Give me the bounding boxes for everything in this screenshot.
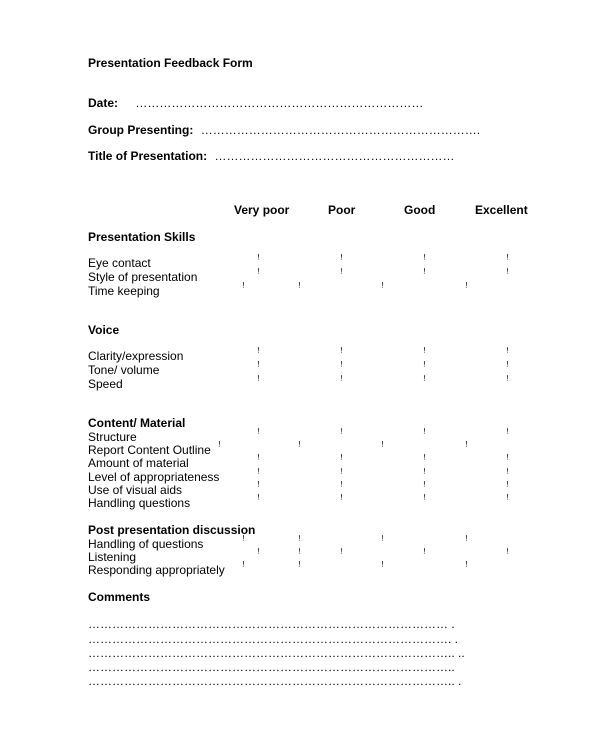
rating-mark: ꜝ — [506, 363, 509, 374]
rating-mark: ꜝ — [381, 537, 384, 548]
rating-mark: ꜝ — [257, 470, 260, 481]
group-presenting-blank: ……………………………………………………………. — [200, 123, 481, 137]
rating-mark: ꜝ — [298, 284, 301, 295]
date-blank: ……………………………………………………………… — [135, 96, 424, 110]
rating-mark: ꜝ — [340, 483, 343, 494]
rating-mark: ꜝ — [423, 483, 426, 494]
rating-mark: ꜝ — [340, 349, 343, 360]
rating-mark: ꜝ — [242, 537, 245, 548]
rating-mark: ꜝ — [506, 430, 509, 441]
rating-mark: ꜝ — [423, 363, 426, 374]
rating-mark: ꜝ — [340, 270, 343, 281]
rating-mark: ꜝ — [298, 443, 301, 454]
criterion-label: Report Content Outline — [88, 443, 211, 457]
rating-mark: ꜝ — [242, 284, 245, 295]
rating-mark: ꜝ — [506, 496, 509, 507]
rating-mark: ꜝ — [298, 563, 301, 574]
rating-header-very-poor: Very poor — [234, 203, 290, 217]
criterion-label: Listening — [88, 550, 137, 564]
rating-mark: ꜝ — [257, 256, 260, 267]
comment-line: ……………………………………………………………………………….. — [88, 660, 455, 674]
rating-mark: ꜝ — [340, 496, 343, 507]
rating-mark: ꜝ — [465, 537, 468, 548]
rating-mark: ꜝ — [381, 563, 384, 574]
rating-mark: ꜝ — [423, 377, 426, 388]
rating-mark: ꜝ — [423, 349, 426, 360]
section-title: Presentation Skills — [88, 230, 196, 244]
rating-mark: ꜝ — [506, 456, 509, 467]
rating-mark: ꜝ — [465, 443, 468, 454]
criterion-label: Style of presentation — [88, 270, 198, 284]
rating-mark: ꜝ — [423, 550, 426, 561]
rating-mark: ꜝ — [506, 270, 509, 281]
criterion-label: Responding appropriately — [88, 563, 225, 577]
comment-line: ……………………………………………………………………………….. .. — [88, 646, 465, 660]
title-of-presentation-blank: …………………………………………………… — [214, 149, 455, 163]
criterion-label: Clarity/expression — [88, 349, 184, 363]
rating-mark: ꜝ — [340, 363, 343, 374]
rating-mark: ꜝ — [506, 377, 509, 388]
rating-mark: ꜝ — [257, 270, 260, 281]
rating-mark: ꜝ — [340, 256, 343, 267]
rating-mark: ꜝ — [506, 483, 509, 494]
comments-title: Comments — [88, 590, 151, 604]
rating-header-good: Good — [404, 203, 436, 217]
criterion-label: Amount of material — [88, 456, 189, 470]
rating-mark: ꜝ — [340, 430, 343, 441]
date-field — [88, 96, 423, 110]
rating-mark: ꜝ — [423, 256, 426, 267]
date-label: Date: — [88, 96, 119, 110]
rating-mark: ꜝ — [257, 550, 260, 561]
rating-mark: ꜝ — [218, 443, 221, 454]
rating-mark: ꜝ — [423, 496, 426, 507]
criterion-label: Tone/ volume — [88, 363, 160, 377]
criterion-label: Eye contact — [88, 256, 151, 270]
rating-mark: ꜝ — [257, 483, 260, 494]
title-of-presentation-field — [88, 149, 454, 163]
rating-mark: ꜝ — [423, 430, 426, 441]
rating-mark: ꜝ — [340, 470, 343, 481]
criterion-label: Speed — [88, 377, 123, 391]
rating-mark: ꜝ — [298, 537, 301, 548]
group-presenting-label: Group Presenting: — [88, 123, 194, 137]
rating-mark: ꜝ — [506, 349, 509, 360]
criterion-label: Handling questions — [88, 496, 191, 510]
rating-mark: ꜝ — [423, 270, 426, 281]
rating-mark: ꜝ — [381, 443, 384, 454]
rating-mark: ꜝ — [298, 550, 301, 561]
section-title: Content/ Material — [88, 416, 186, 430]
title-of-presentation-label: Title of Presentation: — [88, 149, 208, 163]
criterion-label: Use of visual aids — [88, 483, 183, 497]
rating-mark: ꜝ — [257, 496, 260, 507]
rating-mark: ꜝ — [257, 377, 260, 388]
group-presenting-field — [88, 123, 480, 137]
comment-line: ……………………………………………………………………………….. . — [88, 674, 462, 688]
rating-mark: ꜝ — [506, 550, 509, 561]
rating-mark: ꜝ — [465, 284, 468, 295]
criterion-label: Level of appropriateness — [88, 470, 220, 484]
rating-mark: ꜝ — [423, 456, 426, 467]
section-title: Post presentation discussion — [88, 523, 256, 537]
rating-mark: ꜝ — [257, 349, 260, 360]
rating-mark: ꜝ — [381, 284, 384, 295]
comment-line: ……………………………………………………………………………… . — [88, 617, 455, 631]
section-title: Voice — [88, 323, 120, 337]
rating-mark: ꜝ — [257, 430, 260, 441]
rating-mark: ꜝ — [423, 470, 426, 481]
rating-mark: ꜝ — [506, 256, 509, 267]
rating-mark: ꜝ — [465, 563, 468, 574]
rating-header-poor: Poor — [328, 203, 356, 217]
rating-mark: ꜝ — [257, 456, 260, 467]
rating-mark: ꜝ — [340, 550, 343, 561]
rating-header-excellent: Excellent — [475, 203, 528, 217]
form-title: Presentation Feedback Form — [88, 56, 253, 70]
rating-mark: ꜝ — [506, 470, 509, 481]
comment-line: ………………………………………………………………………………. . — [88, 632, 459, 646]
criterion-label: Time keeping — [88, 284, 160, 298]
rating-mark: ꜝ — [257, 363, 260, 374]
criterion-label: Structure — [88, 430, 137, 444]
criterion-label: Handling of questions — [88, 537, 204, 551]
rating-mark: ꜝ — [340, 456, 343, 467]
rating-mark: ꜝ — [340, 377, 343, 388]
rating-mark: ꜝ — [242, 563, 245, 574]
